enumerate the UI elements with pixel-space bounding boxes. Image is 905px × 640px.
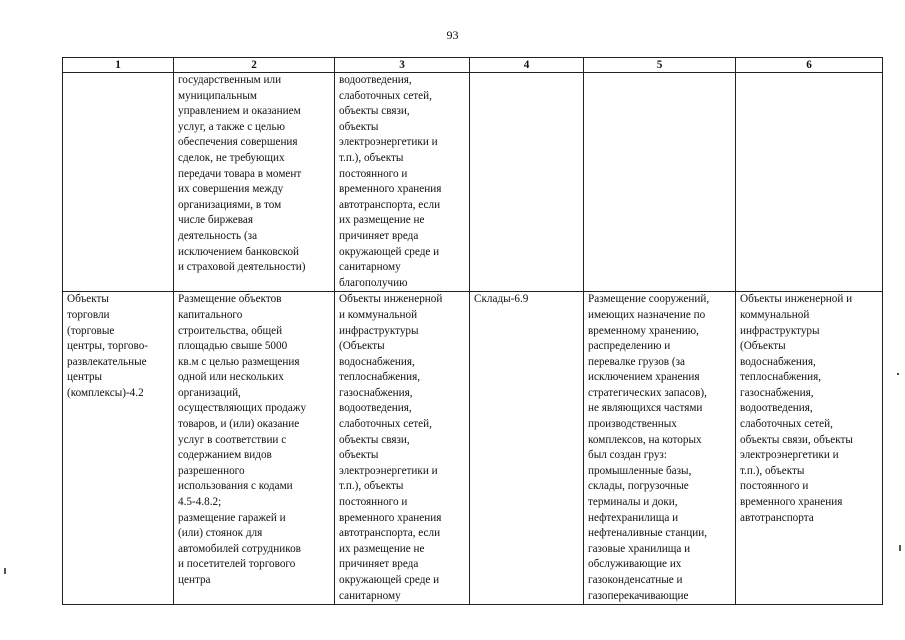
land-use-table bbox=[62, 57, 883, 605]
table-row bbox=[63, 292, 883, 605]
table-cell: водоотведения, слаботочных сетей, объекты связи, объекты электроэнергетики и т.п.), объекты постоянного и временного хранения автотранспорта, если их размещение не причиняет вреда окружающей среде и санитарному благополучию bbox=[335, 73, 470, 292]
column-header: 5 bbox=[584, 58, 736, 73]
column-header: 2 bbox=[174, 58, 335, 73]
table-header-row bbox=[63, 58, 883, 73]
table-cell: государственным или муниципальным управлением и оказанием услуг, а также с целью обеспечения совершения сделок, не требующих передачи товара в момент их совершения между организациями, в том числе биржевая деятельность (за исключением банковской и страховой деятельности) bbox=[174, 73, 335, 292]
scan-mark-left bbox=[4, 568, 6, 574]
table-cell bbox=[470, 73, 584, 292]
table-cell: Объекты инженерной и коммунальной инфраструктуры (Объекты водоснабжения, теплоснабжения, газоснабжения, водоотведения, слаботочных сетей, объекты связи, объекты электроэнергетики и т.п.), объекты постоянного и временного хранения автотранспорта bbox=[736, 292, 883, 605]
table-cell bbox=[584, 73, 736, 292]
column-header: 1 bbox=[63, 58, 174, 73]
table-cell: Размещение объектов капитального строительства, общей площадью свыше 5000 кв.м с целью размещения одной или нескольких организаций, осуществляющих продажу товаров, и (или) оказание услуг в соответствии с содержанием видов разрешенного использования с кодами 4.5-4.8.2; размещение гаражей и (или) стоянок для автомобилей сотрудников и посетителей торгового центра bbox=[174, 292, 335, 605]
table-row bbox=[63, 73, 883, 292]
page-number: 93 bbox=[446, 28, 459, 42]
column-header: 3 bbox=[335, 58, 470, 73]
table-cell bbox=[736, 73, 883, 292]
column-header: 4 bbox=[470, 58, 584, 73]
table-cell: Склады-6.9 bbox=[470, 292, 584, 605]
column-header: 6 bbox=[736, 58, 883, 73]
table-cell: Объекты торговли (торговые центры, торгово- развлекательные центры (комплексы)-4.2 bbox=[63, 292, 174, 605]
scan-dot-right bbox=[897, 373, 899, 375]
table-cell: Размещение сооружений, имеющих назначение по временному хранению, распределению и перевалке грузов (за исключением хранения стратегических запасов), не являющихся частями производственных комплексов, на которых был создан груз: промышленные базы, склады, погрузочные терминалы и доки, нефтехранилища и нефтеналивные станции, газовые хранилища и обслуживающие их газоконденсатные и газоперекачивающие bbox=[584, 292, 736, 605]
scan-mark-right bbox=[899, 545, 901, 551]
table-cell: Объекты инженерной и коммунальной инфраструктуры (Объекты водоснабжения, теплоснабжения, газоснабжения, водоотведения, слаботочных сетей, объекты связи, объекты электроэнергетики и т.п.), объекты постоянного и временного хранения автотранспорта, если их размещение не причиняет вреда окружающей среде и санитарному bbox=[335, 292, 470, 605]
table-cell bbox=[63, 73, 174, 292]
